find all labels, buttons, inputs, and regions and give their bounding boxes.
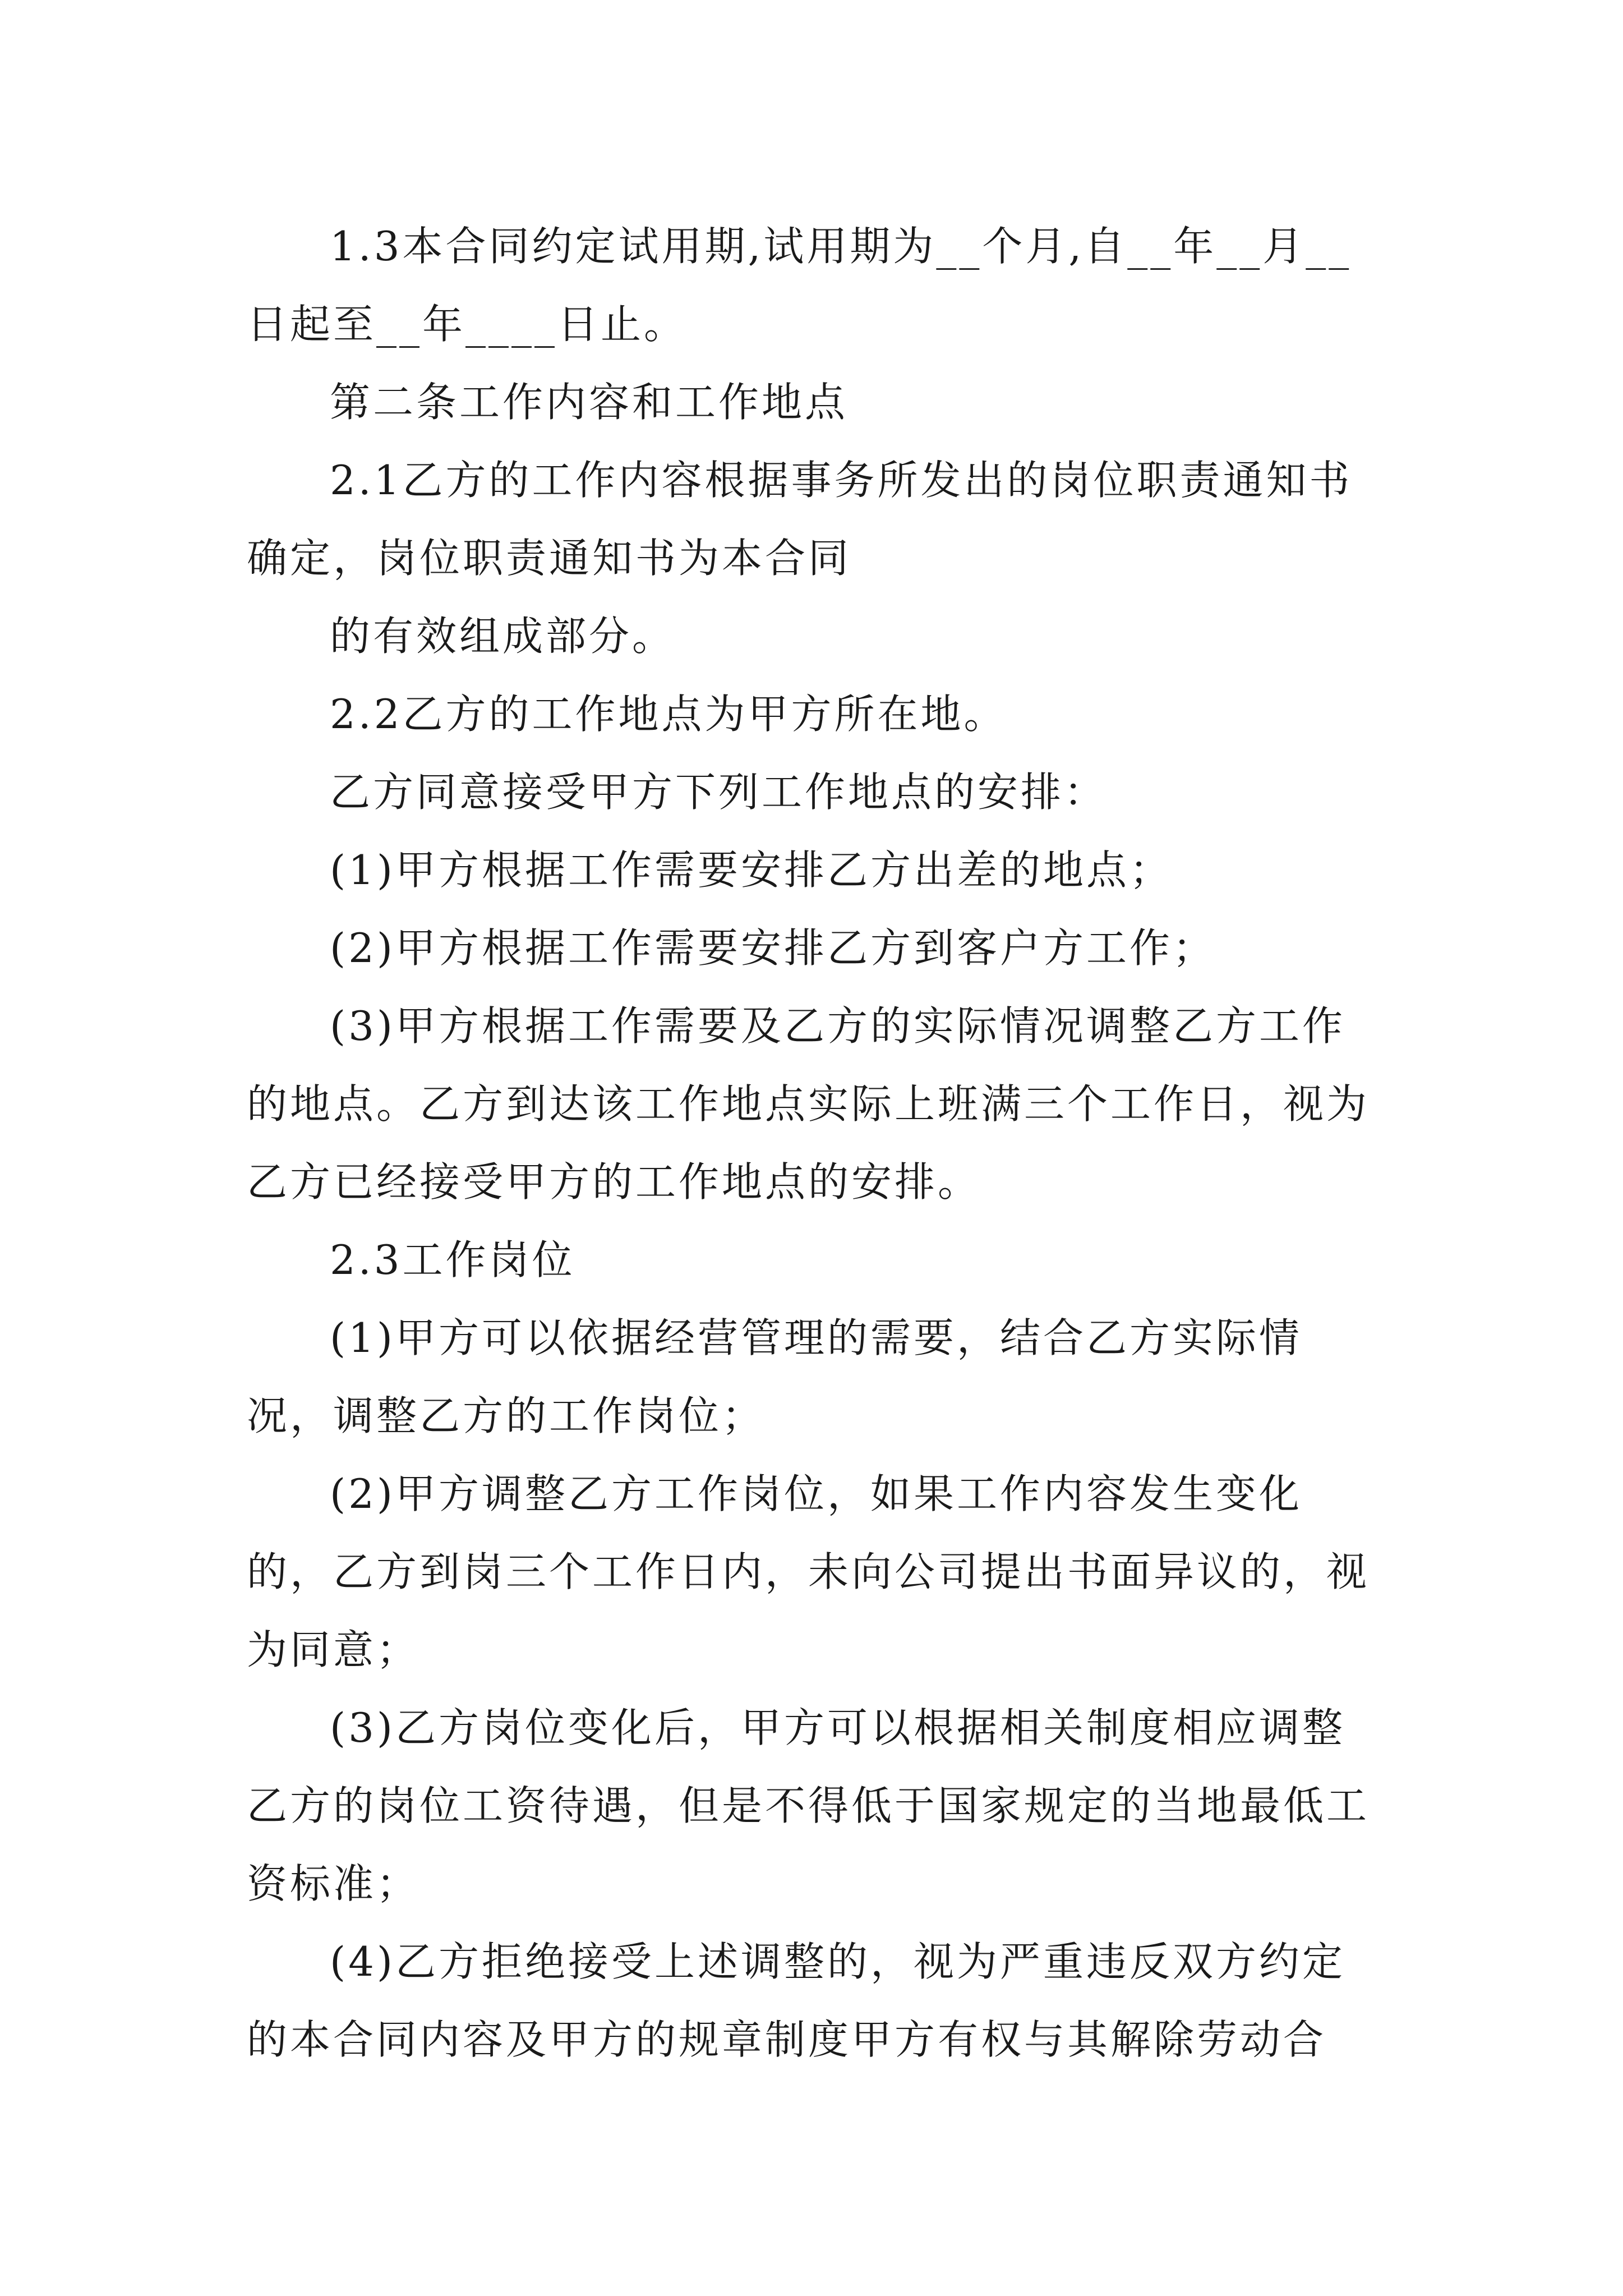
heading-article-two: 第二条工作内容和工作地点 (330, 379, 849, 426)
list-item-location-1: (1)甲方根据工作需要安排乙方出差的地点； (330, 846, 1173, 894)
heading-2-3: 2.3工作岗位 (330, 1236, 575, 1283)
list-item-position-2: (2)甲方调整乙方工作岗位，如果工作内容发生变化的，乙方到岗三个工作日内，未向公司提出书面异议的，视为同意； (247, 1470, 1370, 1673)
paragraph-2-1-continued: 的有效组成部分。 (330, 613, 676, 660)
list-item-location-3: (3)甲方根据工作需要及乙方的实际情况调整乙方工作的地点。乙方到达该工作地点实际上班满三个工作日，视为乙方已经接受甲方的工作地点的安排。 (247, 1002, 1370, 1205)
paragraph-location-consent: 乙方同意接受甲方下列工作地点的安排： (330, 769, 1108, 816)
document-body (247, 208, 1385, 2079)
list-item-position-4: (4)乙方拒绝接受上述调整的，视为严重违反双方约定的本合同内容及甲方的规章制度甲方有权与其解除劳动合 (247, 1938, 1345, 2063)
paragraph-2-1: 2.1乙方的工作内容根据事务所发出的岗位职责通知书确定，岗位职责通知书为本合同 (247, 457, 1353, 582)
list-item-location-2: (2)甲方根据工作需要安排乙方到客户方工作； (330, 924, 1216, 972)
list-item-position-3: (3)乙方岗位变化后，甲方可以根据相关制度相应调整乙方的岗位工资待遇，但是不得低于国家规定的当地最低工资标准； (247, 1704, 1370, 1907)
paragraph-probation-period: 1.3本合同约定试用期,试用期为__个月,自__年__月__日起至__年____日止。 (247, 223, 1352, 348)
paragraph-2-2: 2.2乙方的工作地点为甲方所在地。 (330, 691, 1007, 738)
list-item-position-1: (1)甲方可以依据经营管理的需要，结合乙方实际情况，调整乙方的工作岗位； (247, 1314, 1302, 1439)
